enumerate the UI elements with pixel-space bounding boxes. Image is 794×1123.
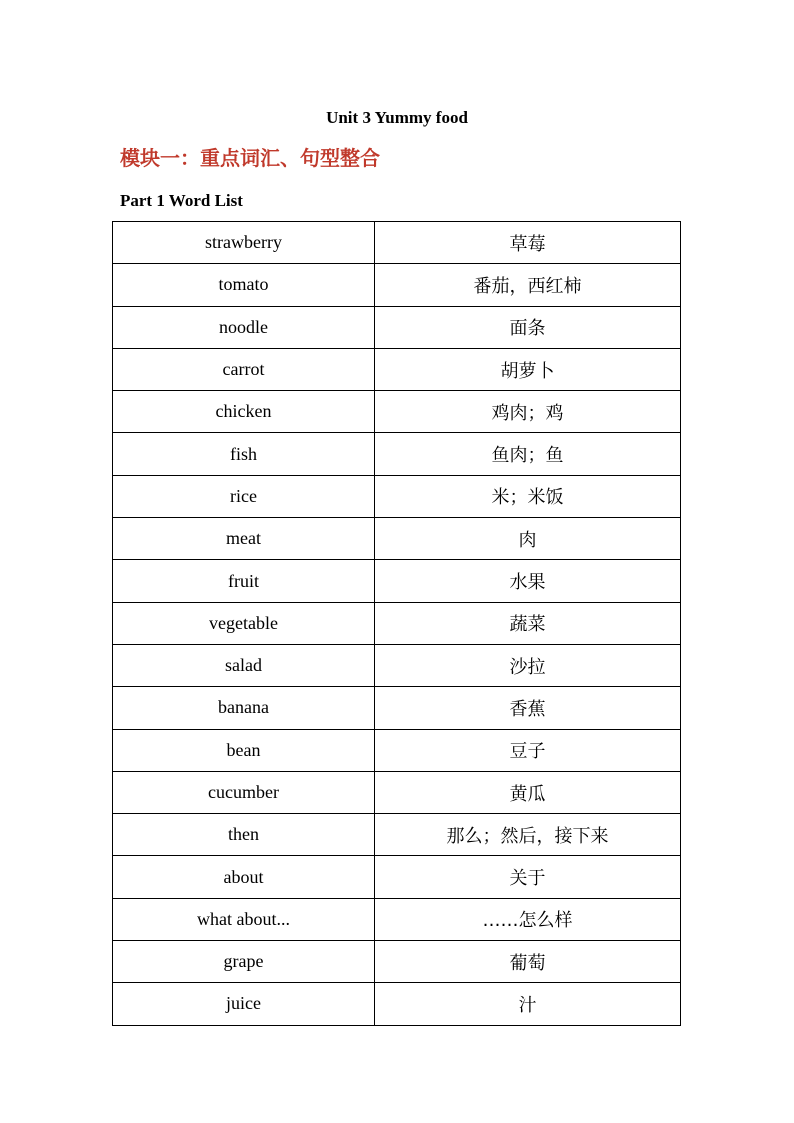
english-word-cell: carrot [113,348,375,390]
chinese-meaning-cell: 鸡肉；鸡 [375,391,681,433]
table-row [113,602,681,644]
table-row [113,433,681,475]
table-row [113,222,681,264]
table-row [113,348,681,390]
english-word-cell: grape [113,941,375,983]
chinese-meaning-cell: 水果 [375,560,681,602]
chinese-meaning-cell: 汁 [375,983,681,1025]
english-word-cell: fruit [113,560,375,602]
table-row [113,475,681,517]
english-word-cell: juice [113,983,375,1025]
chinese-meaning-cell: 豆子 [375,729,681,771]
table-row [113,983,681,1025]
table-row [113,771,681,813]
english-word-cell: rice [113,475,375,517]
english-word-cell: banana [113,687,375,729]
table-row [113,898,681,940]
chinese-meaning-cell: 鱼肉；鱼 [375,433,681,475]
chinese-meaning-cell: 面条 [375,306,681,348]
table-row [113,814,681,856]
chinese-meaning-cell: 番茄，西红柿 [375,264,681,306]
table-row [113,644,681,686]
word-list-body [113,222,681,1026]
chinese-meaning-cell: 葡萄 [375,941,681,983]
english-word-cell: bean [113,729,375,771]
table-row [113,560,681,602]
table-row [113,687,681,729]
table-row [113,856,681,898]
english-word-cell: tomato [113,264,375,306]
chinese-meaning-cell: 蔬菜 [375,602,681,644]
table-row [113,941,681,983]
english-word-cell: cucumber [113,771,375,813]
chinese-meaning-cell: 米；米饭 [375,475,681,517]
section-heading: 模块一：重点词汇、句型整合 [120,146,380,170]
english-word-cell: noodle [113,306,375,348]
chinese-meaning-cell: 那么；然后，接下来 [375,814,681,856]
english-word-cell: about [113,856,375,898]
chinese-meaning-cell: 肉 [375,518,681,560]
english-word-cell: what about... [113,898,375,940]
page-title: Unit 3 Yummy food [326,108,468,127]
english-word-cell: vegetable [113,602,375,644]
english-word-cell: fish [113,433,375,475]
table-row [113,391,681,433]
table-row [113,306,681,348]
part-heading: Part 1 Word List [120,191,243,210]
word-list-table [112,221,681,1026]
table-row [113,729,681,771]
english-word-cell: chicken [113,391,375,433]
chinese-meaning-cell: 关于 [375,856,681,898]
english-word-cell: salad [113,644,375,686]
chinese-meaning-cell: 草莓 [375,222,681,264]
english-word-cell: strawberry [113,222,375,264]
table-row [113,518,681,560]
english-word-cell: then [113,814,375,856]
chinese-meaning-cell: 沙拉 [375,644,681,686]
chinese-meaning-cell: 胡萝卜 [375,348,681,390]
chinese-meaning-cell: 黄瓜 [375,771,681,813]
chinese-meaning-cell: ……怎么样 [375,898,681,940]
chinese-meaning-cell: 香蕉 [375,687,681,729]
english-word-cell: meat [113,518,375,560]
table-row [113,264,681,306]
